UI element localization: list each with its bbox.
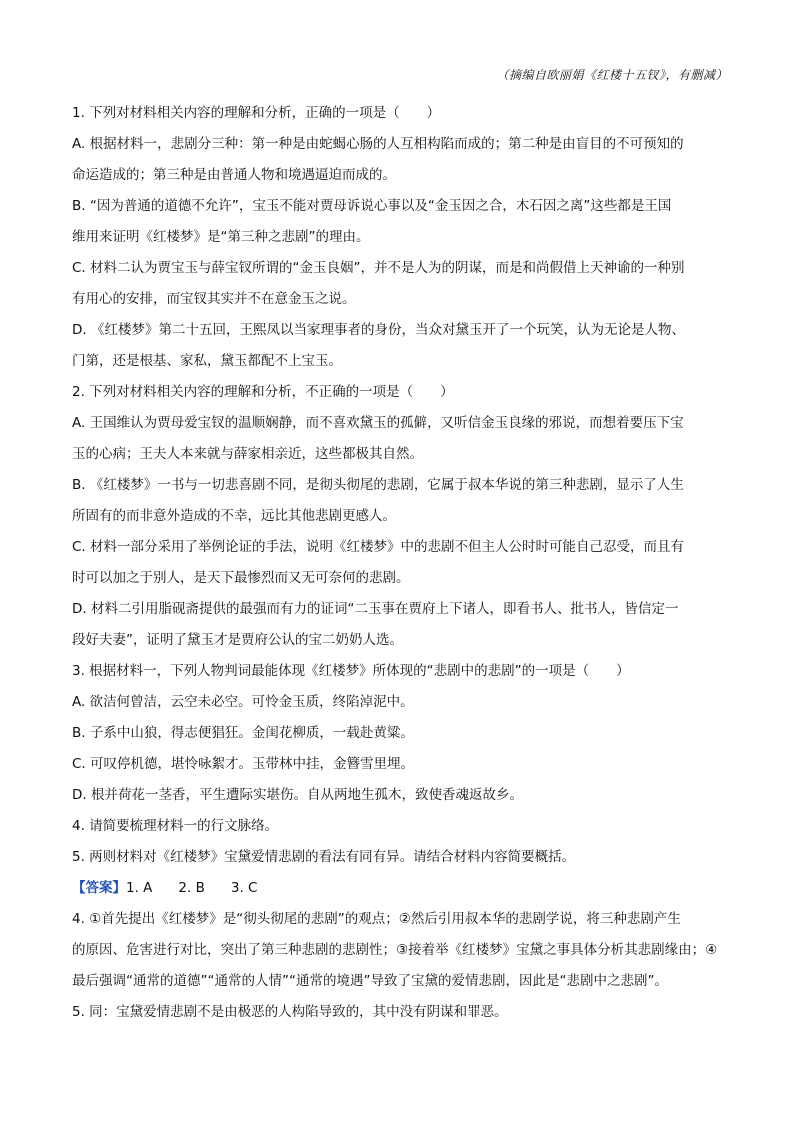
option-line: C. 材料二认为贾宝玉与薛宝钗所谓的“金玉良姻”，并不是人为的阴谋，而是和尚假借上天神谕的一种别: [72, 260, 685, 276]
option-line: 有用心的安排，而宝钗其实并不在意金玉之说。: [72, 291, 356, 307]
option-line: B. 子系中山狼，得志便猖狂。金闺花柳质，一载赴黄粱。: [72, 725, 414, 741]
answer-choice: 1. A: [126, 880, 153, 896]
question-stem: 4. 请简要梳理材料一的行文脉络。: [72, 818, 279, 834]
option-line: A. 欲洁何曾洁，云空未必空。可怜金玉质，终陷淖泥中。: [72, 694, 414, 710]
question-stem: 5. 两则材料对《红楼梦》宝黛爱情悲剧的看法有同有异。请结合材料内容简要概括。: [72, 849, 576, 865]
option-line: 维用来证明《红楼梦》是“第三种之悲剧”的理由。: [72, 229, 370, 245]
question-stem: 3. 根据材料一，下列人物判词最能体现《红楼梦》所体现的“悲剧中的悲剧”的一项是（ ）: [72, 663, 630, 679]
option-line: B. “因为普通的道德不允许”，宝玉不能对贾母诉说心事以及“金玉因之合，木石因之离”这些都是王国: [72, 198, 672, 214]
option-line: D. 根并荷花一茎香，平生遭际实堪伤。自从两地生孤木，致使香魂返故乡。: [72, 787, 523, 803]
option-line: A. 王国维认为贾母爱宝钗的温顺娴静，而不喜欢黛玉的孤僻，又听信金玉良缘的邪说，而想着要压下宝: [72, 415, 684, 431]
answer-explanation: 最后强调“通常的道德”“通常的人情”“通常的境遇”导致了宝黛的爱情悲剧，因此是“悲剧中之悲剧”。: [72, 973, 668, 989]
source-citation: （摘编自欧丽娟《红楼十五钗》，有删减）: [496, 68, 728, 82]
option-line: C. 可叹停机德，堪怜咏絮才。玉带林中挂，金簪雪里埋。: [72, 756, 415, 772]
option-line: 时可以加之于别人，是天下最惨烈而又无可奈何的悲剧。: [72, 570, 410, 586]
answer-tag: 【答案】: [72, 880, 126, 896]
option-line: A. 根据材料一，悲剧分三种：第一种是由蛇蝎心肠的人互相构陷而成的；第二种是由盲目的不可预知的: [72, 136, 684, 152]
answer-line: [72, 873, 732, 904]
question-stem: 1. 下列对材料相关内容的理解和分析，正确的一项是（ ）: [72, 105, 441, 121]
answer-choice: 3. C: [230, 880, 258, 896]
question-stem: 2. 下列对材料相关内容的理解和分析，不正确的一项是（ ）: [72, 384, 454, 400]
option-line: 段好夫妻”，证明了黛玉才是贾府公认的宝二奶奶人选。: [72, 632, 403, 648]
option-line: D. 材料二引用脂砚斋提供的最强而有力的证词“二玉事在贾府上下诸人，即看书人、批书人，皆信定一: [72, 601, 679, 617]
question-body: [72, 98, 732, 1028]
option-line: 玉的心病；王夫人本来就与薛家相亲近，这些都极其自然。: [72, 446, 423, 462]
option-line: C. 材料一部分采用了举例论证的手法，说明《红楼梦》中的悲剧不但主人公时时可能自己忍受，而且有: [72, 539, 685, 555]
option-line: 命运造成的；第三种是由普通人物和境遇逼迫而成的。: [72, 167, 396, 183]
option-line: 门第，还是根基、家私，黛玉都配不上宝玉。: [72, 353, 342, 369]
answer-explanation: 4. ①首先提出《红楼梦》是“彻头彻尾的悲剧”的观点；②然后引用叔本华的悲剧学说，将三种悲剧产生: [72, 911, 681, 927]
option-line: B. 《红楼梦》一书与一切悲喜剧不同，是彻头彻尾的悲剧，它属于叔本华说的第三种悲剧，显示了人生: [72, 477, 684, 493]
option-line: D. 《红楼梦》第二十五回，王熙凤以当家理事者的身份，当众对黛玉开了一个玩笑，认为无论是人物、: [72, 322, 685, 338]
answer-explanation: 的原因、危害进行对比，突出了第三种悲剧的悲剧性；③接着举《红楼梦》宝黛之事具体分析其悲剧缘由；④: [72, 942, 718, 958]
answer-explanation: 5. 同：宝黛爱情悲剧不是由极恶的人构陷导致的，其中没有阴谋和罪恶。: [72, 1004, 508, 1020]
answer-choice: 2. B: [178, 880, 205, 896]
option-line: 所固有的而非意外造成的不幸，远比其他悲剧更感人。: [72, 508, 396, 524]
